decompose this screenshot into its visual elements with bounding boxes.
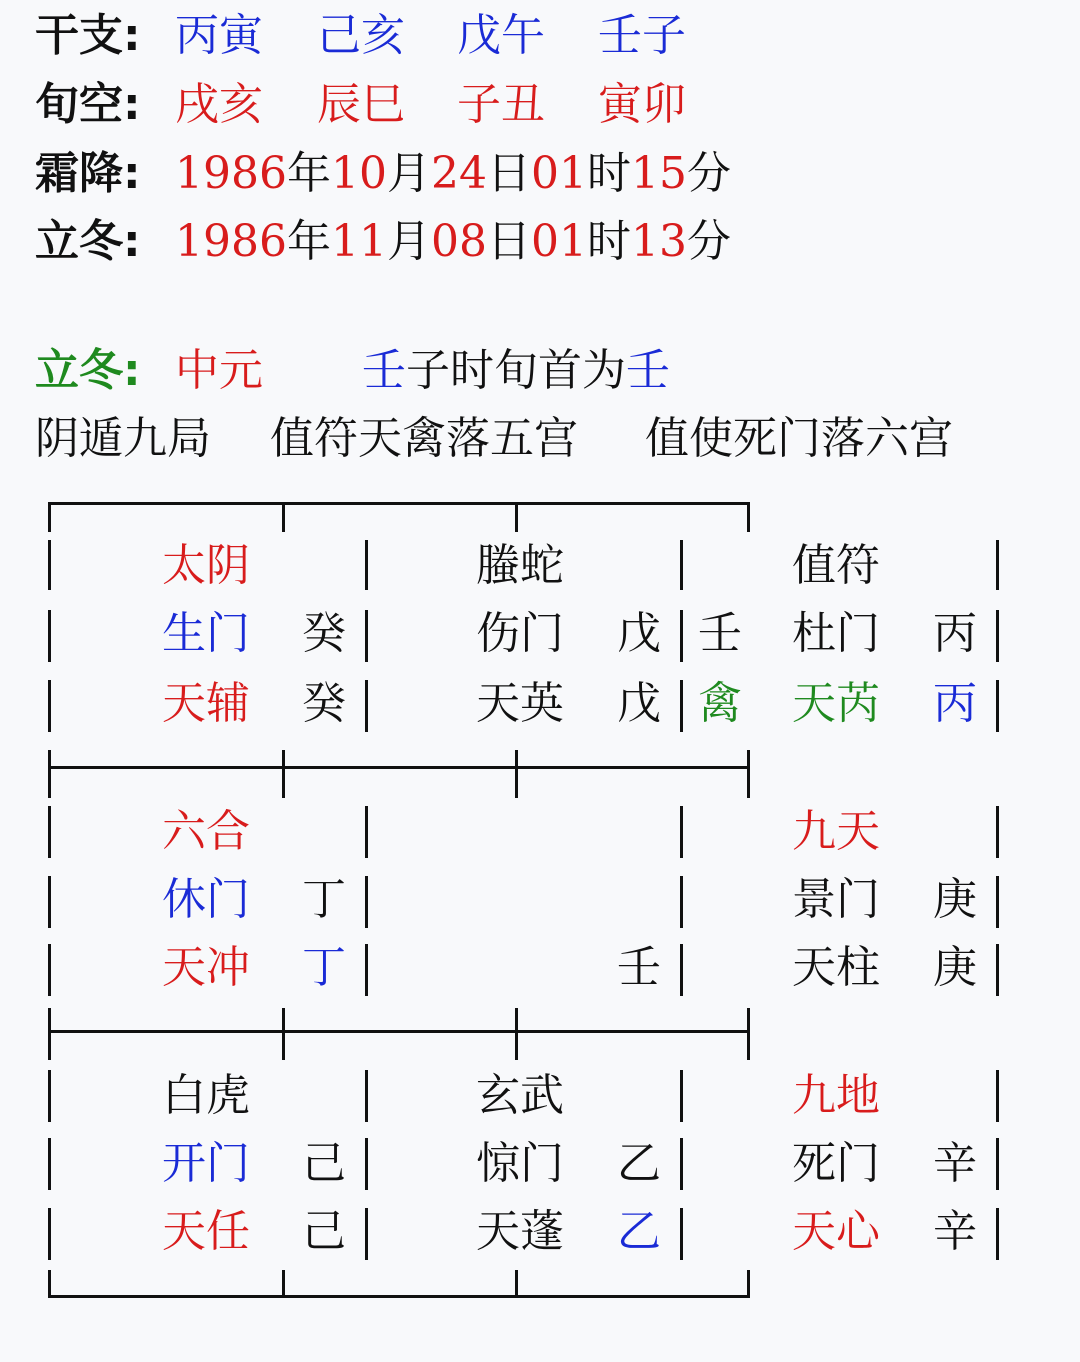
vbar xyxy=(680,540,683,590)
vbar xyxy=(680,1208,683,1260)
palace-door: 生门 xyxy=(162,608,250,659)
palace-star: 天芮 xyxy=(792,678,880,729)
xunshou-post: 壬 xyxy=(626,345,670,396)
tick xyxy=(282,1270,285,1298)
vbar xyxy=(48,806,51,858)
vbar xyxy=(365,540,368,590)
palace-star: 天心 xyxy=(792,1206,880,1257)
lidong-datetime xyxy=(175,216,731,267)
vbar xyxy=(48,1208,51,1260)
vbar xyxy=(48,610,51,662)
palace-god: 值符 xyxy=(792,540,880,591)
grid-line-bottom xyxy=(48,1295,750,1298)
palace-star: 天柱 xyxy=(792,942,880,993)
palace-star-stem: 丙 xyxy=(933,678,977,729)
vbar xyxy=(48,680,51,732)
shuangjiang-minute: 15 xyxy=(630,148,687,199)
shuangjiang-month: 10 xyxy=(330,148,387,199)
shuangjiang-year-unit: 年 xyxy=(286,148,331,199)
palace-door-stem: 己 xyxy=(302,1138,346,1189)
palace-door-stem: 丙 xyxy=(933,608,977,659)
xunshou-line xyxy=(362,345,670,396)
tick xyxy=(515,502,518,532)
palace-door: 休门 xyxy=(162,874,250,925)
palace-star-stem: 辛 xyxy=(933,1206,977,1257)
xunshou-pre: 壬 xyxy=(362,345,406,396)
ganzhi-year: 丙寅 xyxy=(175,10,263,61)
palace-star: 天任 xyxy=(162,1206,250,1257)
palace-door: 杜门 xyxy=(792,608,880,659)
lidong-minute: 13 xyxy=(630,216,687,267)
palace-extra-stem: 壬 xyxy=(698,608,742,659)
shuangjiang-minute-unit: 分 xyxy=(686,148,731,199)
vbar xyxy=(48,944,51,996)
vbar xyxy=(365,610,368,662)
vbar xyxy=(48,876,51,928)
palace-god: 九天 xyxy=(792,806,880,857)
palace-god: 玄武 xyxy=(476,1070,564,1121)
lidong-label: 立冬: xyxy=(35,216,141,267)
vbar xyxy=(680,1138,683,1190)
palace-door: 景门 xyxy=(792,874,880,925)
tick xyxy=(48,750,51,798)
vbar xyxy=(365,1208,368,1260)
vbar xyxy=(996,680,999,732)
shuangjiang-month-unit: 月 xyxy=(386,148,431,199)
palace-god: 太阴 xyxy=(162,540,250,591)
palace-god: 六合 xyxy=(162,806,250,857)
lidong-month-unit: 月 xyxy=(386,216,431,267)
vbar xyxy=(680,680,683,732)
lidong-row xyxy=(35,216,175,267)
vbar xyxy=(365,1070,368,1122)
shuangjiang-label: 霜降: xyxy=(35,148,141,199)
vbar xyxy=(996,540,999,590)
vbar xyxy=(365,1138,368,1190)
xunkong-hour: 寅卯 xyxy=(598,79,686,130)
palace-star: 天冲 xyxy=(162,942,250,993)
tick xyxy=(515,1008,518,1060)
xunkong-label: 旬空: xyxy=(35,79,141,130)
palace-star-stem: 己 xyxy=(302,1206,346,1257)
zhishi-text: 值使死门落六宫 xyxy=(645,413,953,464)
tick xyxy=(747,750,750,798)
tick xyxy=(747,1270,750,1298)
lidong-day-unit: 日 xyxy=(486,216,531,267)
xunshou-mid: 子时旬首为 xyxy=(406,345,626,396)
lidong-year: 1986 xyxy=(175,216,287,267)
grid-line-h1 xyxy=(48,766,750,769)
palace-door-stem: 乙 xyxy=(617,1138,661,1189)
term-label: 立冬: xyxy=(35,345,141,396)
palace-door: 伤门 xyxy=(476,608,564,659)
vbar xyxy=(365,680,368,732)
palace-extra-star: 禽 xyxy=(698,678,742,729)
shuangjiang-hour-unit: 时 xyxy=(586,148,631,199)
lidong-hour: 01 xyxy=(530,216,587,267)
tick xyxy=(747,1008,750,1060)
lidong-minute-unit: 分 xyxy=(686,216,731,267)
palace-door: 死门 xyxy=(792,1138,880,1189)
vbar xyxy=(48,1070,51,1122)
vbar xyxy=(996,876,999,928)
tick xyxy=(282,1008,285,1060)
grid-line-h2 xyxy=(48,1030,750,1033)
palace-star-stem: 乙 xyxy=(617,1206,661,1257)
palace-star: 天英 xyxy=(476,678,564,729)
shuangjiang-row xyxy=(35,148,175,199)
lidong-day: 08 xyxy=(430,216,487,267)
palace-door: 惊门 xyxy=(476,1138,564,1189)
palace-star-stem: 庚 xyxy=(933,942,977,993)
palace-star: 天蓬 xyxy=(476,1206,564,1257)
xunkong-day: 子丑 xyxy=(457,79,545,130)
palace-door-stem: 癸 xyxy=(302,608,346,659)
vbar xyxy=(996,806,999,858)
shuangjiang-datetime xyxy=(175,148,731,199)
palace-star-stem: 戊 xyxy=(617,678,661,729)
ganzhi-month: 己亥 xyxy=(317,10,405,61)
palace-god: 白虎 xyxy=(162,1070,250,1121)
zhifu-text: 值符天禽落五宫 xyxy=(270,413,578,464)
vbar xyxy=(680,610,683,662)
ganzhi-hour: 壬子 xyxy=(598,10,686,61)
yuan-value: 中元 xyxy=(175,345,263,396)
tick xyxy=(48,1270,51,1298)
xunkong-month: 辰巳 xyxy=(317,79,405,130)
palace-star-stem: 癸 xyxy=(302,678,346,729)
tick xyxy=(282,502,285,532)
palace-door-stem: 丁 xyxy=(302,874,346,925)
vbar xyxy=(680,806,683,858)
vbar xyxy=(996,944,999,996)
ganzhi-row xyxy=(35,10,175,61)
shuangjiang-hour: 01 xyxy=(530,148,587,199)
grid-line-top xyxy=(48,502,750,505)
shuangjiang-day-unit: 日 xyxy=(486,148,531,199)
palace-door-stem: 庚 xyxy=(933,874,977,925)
vbar xyxy=(996,1138,999,1190)
ju-text: 阴遁九局 xyxy=(35,413,211,464)
lidong-hour-unit: 时 xyxy=(586,216,631,267)
vbar xyxy=(48,540,51,590)
xunkong-row xyxy=(35,79,175,130)
tick xyxy=(48,1008,51,1060)
ganzhi-day: 戊午 xyxy=(457,10,545,61)
palace-star-stem: 丁 xyxy=(302,942,346,993)
palace-god: 螣蛇 xyxy=(476,540,564,591)
palace-door: 开门 xyxy=(162,1138,250,1189)
lidong-year-unit: 年 xyxy=(286,216,331,267)
palace-door-stem: 辛 xyxy=(933,1138,977,1189)
vbar xyxy=(365,806,368,858)
vbar xyxy=(996,610,999,662)
lidong-month: 11 xyxy=(330,216,387,267)
shuangjiang-year: 1986 xyxy=(175,148,287,199)
palace-god: 九地 xyxy=(792,1070,880,1121)
palace-star: 天辅 xyxy=(162,678,250,729)
vbar xyxy=(365,944,368,996)
vbar xyxy=(680,876,683,928)
tick xyxy=(282,750,285,798)
tick xyxy=(747,502,750,532)
vbar xyxy=(996,1208,999,1260)
shuangjiang-day: 24 xyxy=(430,148,487,199)
palace-door-stem: 戊 xyxy=(617,608,661,659)
tick xyxy=(515,750,518,798)
vbar xyxy=(680,1070,683,1122)
vbar xyxy=(680,944,683,996)
palace-center-stem: 壬 xyxy=(617,942,661,993)
vbar xyxy=(996,1070,999,1122)
vbar xyxy=(48,1138,51,1190)
tick xyxy=(48,502,51,532)
ganzhi-label: 干支: xyxy=(35,10,141,61)
xunkong-year: 戌亥 xyxy=(175,79,263,130)
tick xyxy=(515,1270,518,1298)
vbar xyxy=(365,876,368,928)
